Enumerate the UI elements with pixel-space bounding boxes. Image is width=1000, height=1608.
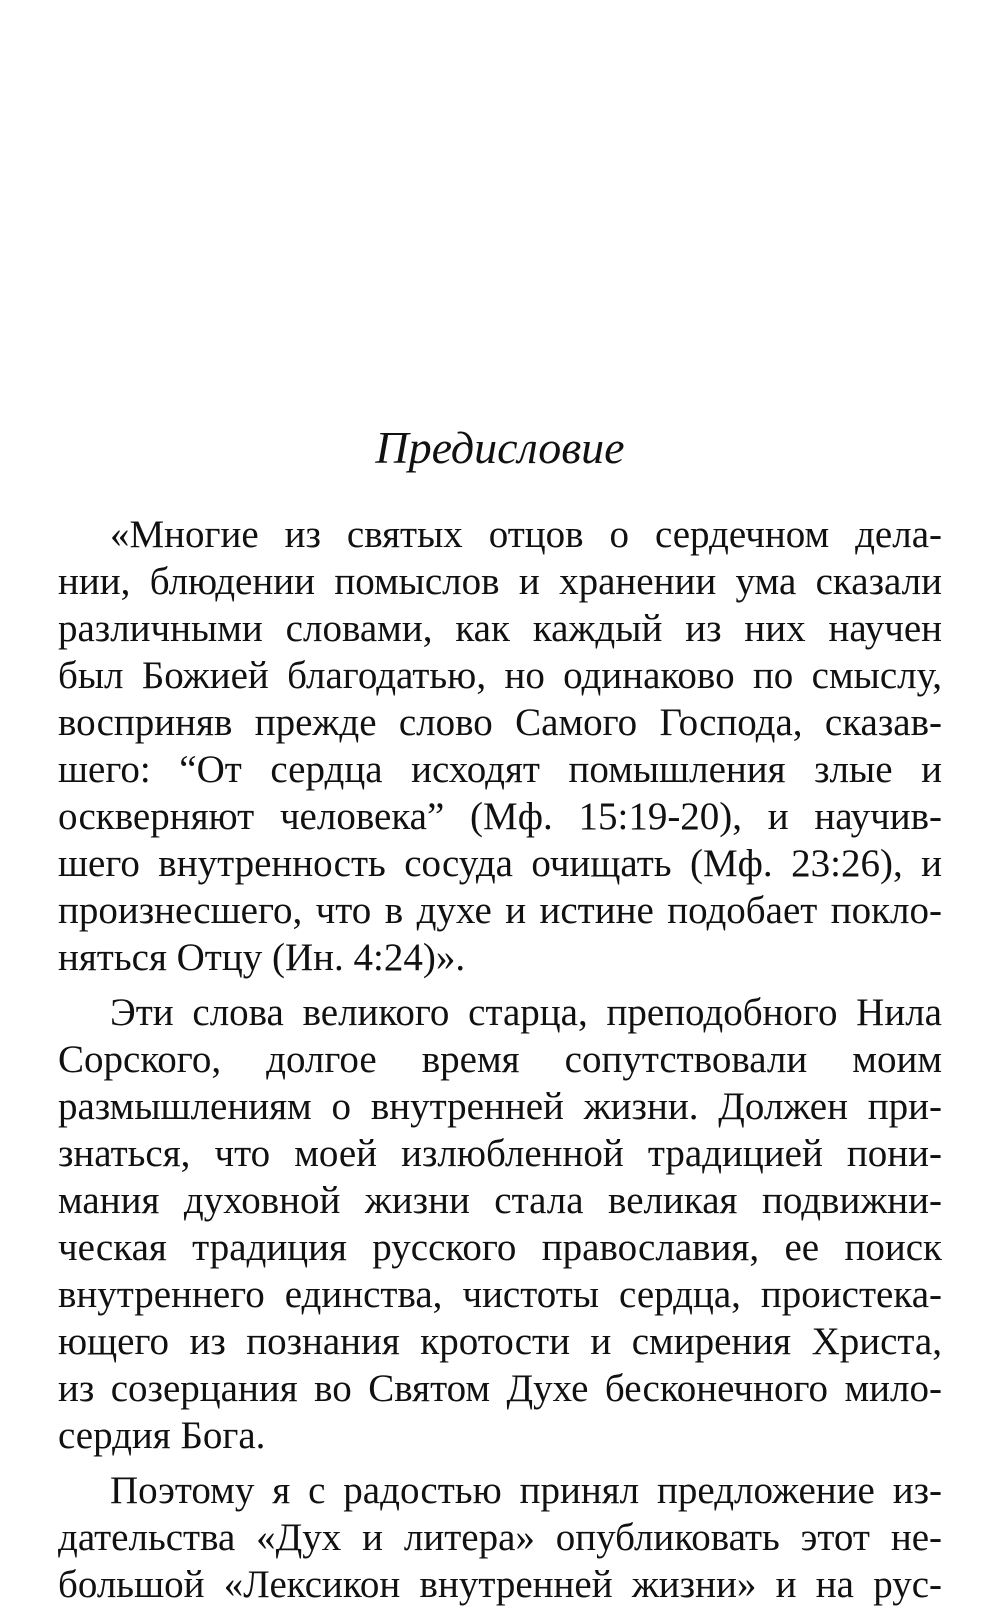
text-line: произнесшего, что в духе и истине подобает покло- (58, 889, 942, 932)
text-line: восприняв прежде слово Самого Господа, сказав- (58, 701, 942, 744)
text-line: сердия Бога. (58, 1414, 266, 1457)
text-line: дательства «Дух и литера» опубликовать этот не- (58, 1516, 942, 1559)
text-line: нии, блюдении помыслов и хранении ума сказали (58, 560, 942, 603)
body-text (58, 511, 942, 1608)
text-line: из созерцания во Святом Духе бесконечного мило- (58, 1367, 942, 1410)
text-line: внутреннего единства, чистоты сердца, проистека- (58, 1273, 942, 1316)
page-title: Предисловие (375, 422, 625, 473)
text-line: различными словами, как каждый из них научен (58, 607, 942, 650)
text-line: мания духовной жизни стала великая подвижни- (58, 1179, 942, 1222)
paragraph-1 (58, 511, 942, 981)
paragraph-2 (58, 989, 942, 1459)
text-line: няться Отцу (Ин. 4:24)». (58, 936, 466, 979)
text-line: размышлениям о внутренней жизни. Должен при- (58, 1085, 942, 1128)
text-line: «Многие из святых отцов о сердечном дела- (110, 513, 942, 556)
text-line: шего внутренность сосуда очищать (Мф. 23:26), и (58, 842, 942, 885)
text-line: Эти слова великого старца, преподобного Нила (110, 991, 942, 1034)
text-line: ющего из познания кротости и смирения Христа, (58, 1320, 942, 1363)
text-line: Сорского, долгое время сопутствовали моим (58, 1038, 942, 1081)
text-line: шего: “От сердца исходят помышления злые и (58, 748, 942, 791)
paragraph-3 (58, 1467, 942, 1608)
text-line: оскверняют человека” (Мф. 15:19-20), и научив- (58, 795, 942, 838)
text-line: Поэтому я с радостью принял предложение из- (110, 1469, 942, 1512)
text-line: большой «Лексикон внутренней жизни» и на рус- (58, 1563, 942, 1606)
text-line: ческая традиция русского православия, ее поиск (58, 1226, 942, 1269)
text-line: знаться, что моей излюбленной традицией пони- (58, 1132, 942, 1175)
text-line: был Божией благодатью, но одинаково по смыслу, (58, 654, 942, 697)
